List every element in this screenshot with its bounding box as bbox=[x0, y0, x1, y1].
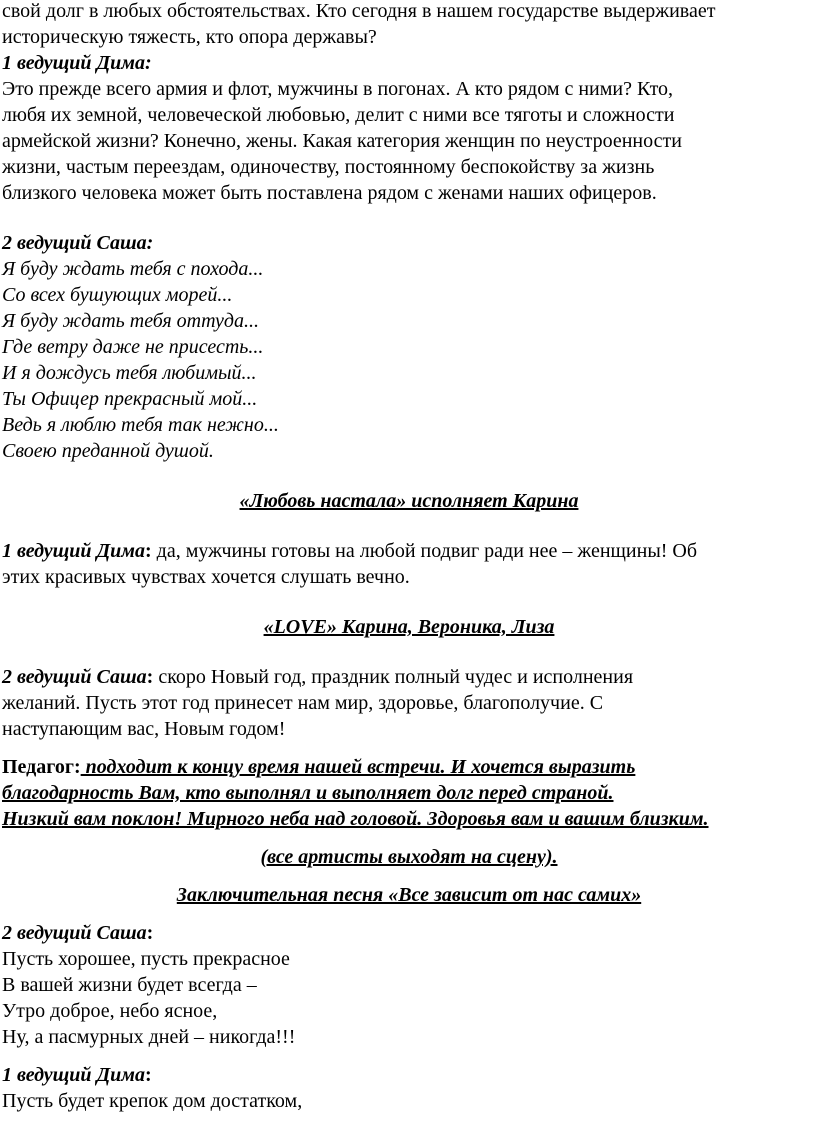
speaker-label: 2 ведущий Саша bbox=[2, 666, 147, 688]
poem-line: Я буду ждать тебя оттуда... bbox=[2, 310, 259, 332]
speaker-label: 2 ведущий Саша: bbox=[2, 232, 154, 254]
song-title: «LOVE» Карина, Вероника, Лиза bbox=[263, 616, 555, 638]
intro-line-2: историческую тяжесть, кто опора державы? bbox=[2, 26, 377, 48]
poem-line: Своею преданной душой. bbox=[2, 440, 214, 462]
pedagog-line: благодарность Вам, кто выполнял и выполняет долг перед страной. bbox=[2, 782, 614, 804]
final-song-title: Заключительная песня «Все зависит от нас самих» bbox=[176, 884, 642, 906]
speaker-colon: : bbox=[146, 922, 154, 944]
speaker-paragraph bbox=[2, 664, 816, 690]
speaker-colon: : bbox=[145, 1064, 152, 1086]
poem-line: Где ветру даже не присесть... bbox=[2, 336, 264, 358]
speaker-paragraph bbox=[2, 538, 816, 564]
speaker-heading bbox=[2, 1062, 816, 1088]
speaker-colon: : bbox=[145, 540, 152, 562]
speaker-label: 1 ведущий Дима: bbox=[2, 52, 152, 74]
poem-line: Утро доброе, небо ясное, bbox=[2, 1000, 218, 1022]
speaker-label: 2 ведущий Саша bbox=[2, 922, 147, 944]
song-title: «Любовь настала» исполняет Карина bbox=[239, 490, 579, 512]
speaker-label: 1 ведущий Дима bbox=[2, 1064, 145, 1086]
speaker-label: 1 ведущий Дима bbox=[2, 540, 145, 562]
poem-line: Ведь я люблю тебя так нежно... bbox=[2, 414, 279, 436]
paragraph-line: близкого человека может быть поставлена рядом с женами наших офицеров. bbox=[2, 182, 657, 204]
pedagog-line: Низкий вам поклон! Мирного неба над головой. Здоровья вам и вашим близким. bbox=[2, 808, 709, 830]
paragraph-line: этих красивых чувствах хочется слушать вечно. bbox=[2, 566, 410, 588]
intro-line-1: свой долг в любых обстоятельствах. Кто сегодня в нашем государстве выдерживает bbox=[2, 0, 716, 22]
speaker-heading bbox=[2, 920, 816, 946]
paragraph-line: Это прежде всего армия и флот, мужчины в погонах. А кто рядом с ними? Кто, bbox=[2, 78, 674, 100]
pedagog-text: подходит к концу время нашей встречи. И хочется выразить bbox=[80, 756, 636, 778]
paragraph-line: желаний. Пусть этот год принесет нам мир, здоровье, благополучие. С bbox=[2, 692, 604, 714]
pedagog-paragraph bbox=[2, 754, 816, 780]
poem-line: Я буду ждать тебя с похода... bbox=[2, 258, 264, 280]
poem-line: И я дождусь тебя любимый... bbox=[2, 362, 257, 384]
speaker-colon: : bbox=[146, 666, 154, 688]
paragraph-line: наступающим вас, Новым годом! bbox=[2, 718, 286, 740]
poem-line: Пусть хорошее, пусть прекрасное bbox=[2, 948, 290, 970]
paragraph-text: да, мужчины готовы на любой подвиг ради нее – женщины! Об bbox=[151, 540, 698, 562]
poem-line: Ты Офицер прекрасный мой... bbox=[2, 388, 258, 410]
poem-line: Пусть будет крепок дом достатком, bbox=[2, 1090, 303, 1112]
paragraph-line: жизни, частым переездам, одиночеству, постоянному беспокойству за жизнь bbox=[2, 156, 655, 178]
paragraph-text: скоро Новый год, праздник полный чудес и исполнения bbox=[153, 666, 634, 688]
stage-note: (все артисты выходят на сцену). bbox=[260, 846, 558, 868]
poem-line: В вашей жизни будет всегда – bbox=[2, 974, 257, 996]
poem-line: Со всех бушующих морей... bbox=[2, 284, 233, 306]
poem-line: Ну, а пасмурных дней – никогда!!! bbox=[2, 1026, 296, 1048]
speaker-label: Педагог: bbox=[2, 756, 81, 778]
paragraph-line: армейской жизни? Конечно, жены. Какая категория женщин по неустроенности bbox=[2, 130, 682, 152]
paragraph-line: любя их земной, человеческой любовью, делит с ними все тяготы и сложности bbox=[2, 104, 675, 126]
